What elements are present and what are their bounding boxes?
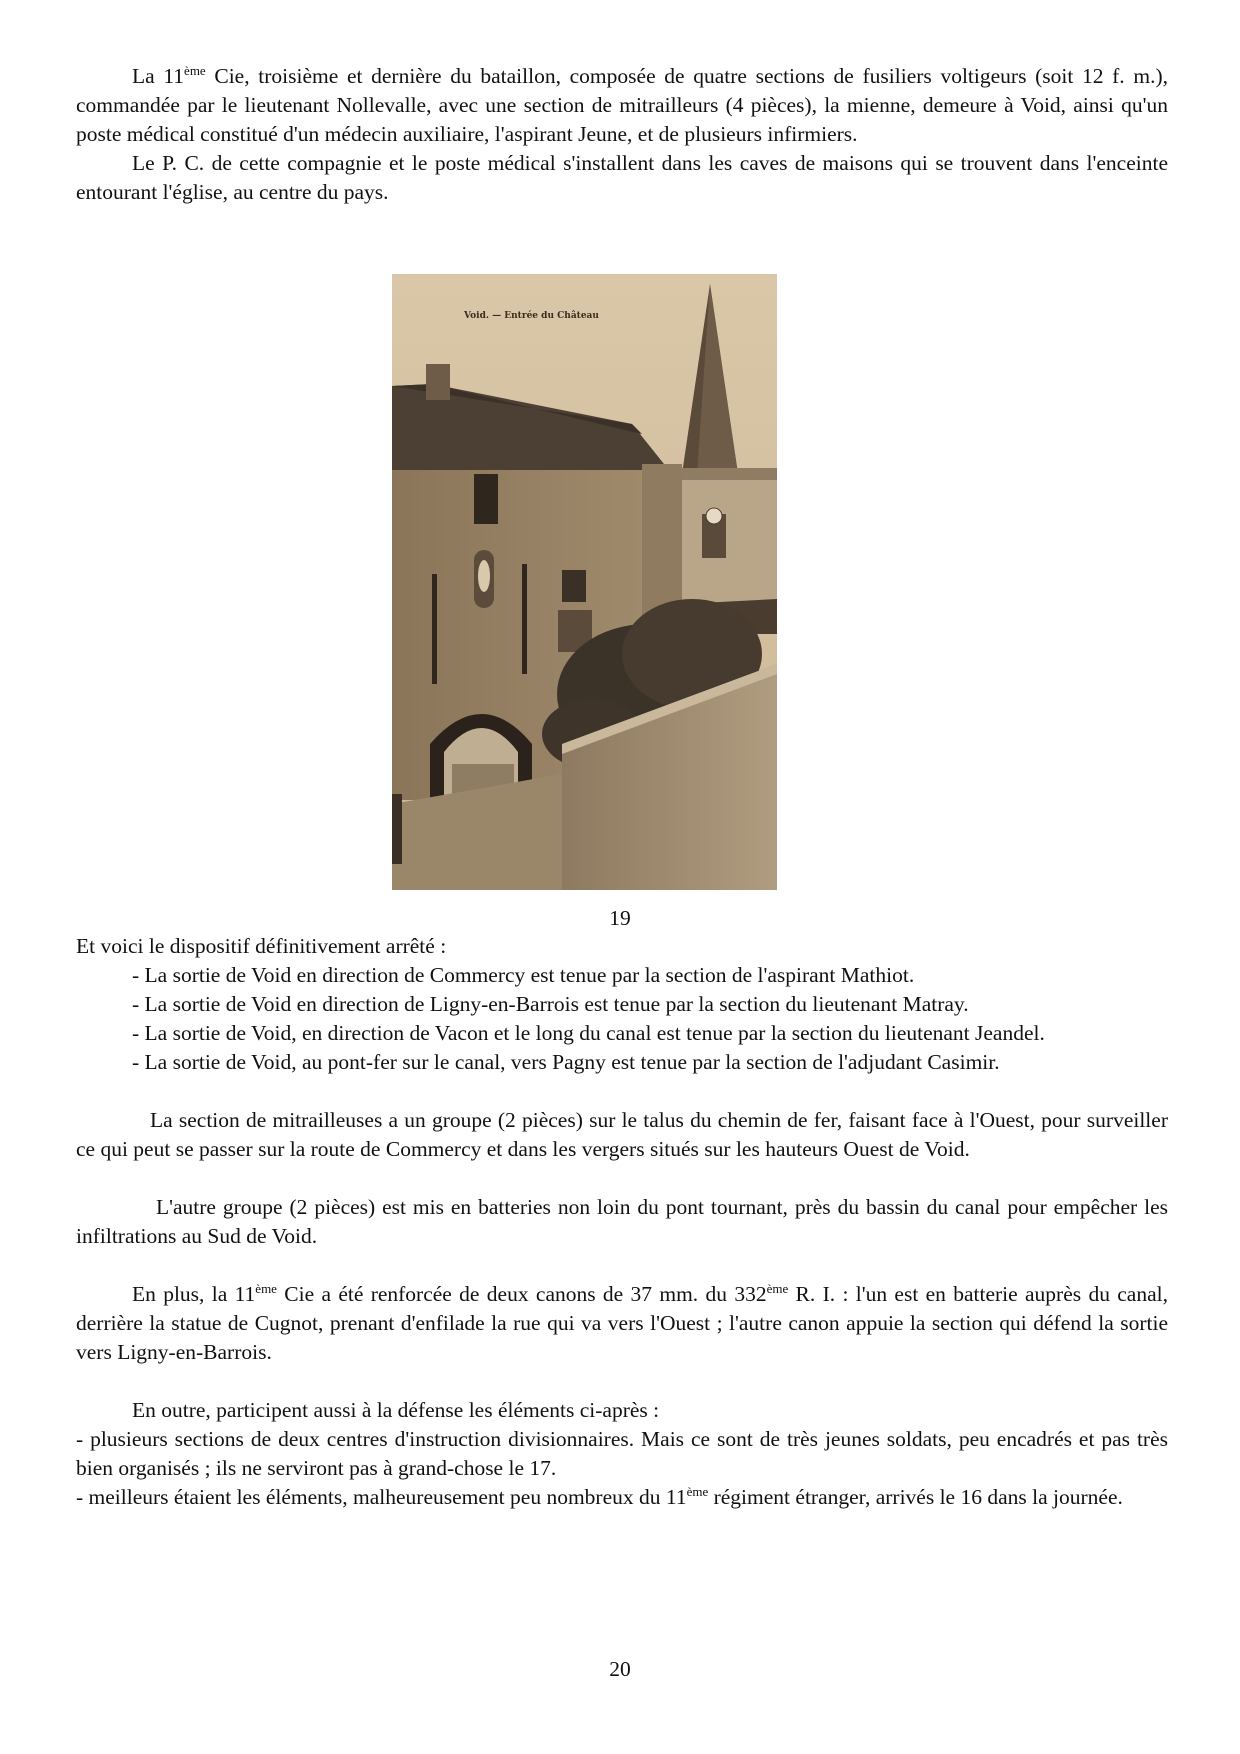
list-item: - La sortie de Void, en direction de Vacon et le long du canal est tenue par la section du lieutenant Jeandel. (132, 1021, 1045, 1045)
paragraph-intro (76, 62, 1168, 149)
list-item: - La sortie de Void en direction de Commercy est tenue par la section de l'aspirant Mathiot. (132, 963, 915, 987)
paragraph-en-outre: En outre, participent aussi à la défense les éléments ci-après : (132, 1398, 660, 1422)
text: Cie, troisième et dernière du bataillon, composée de quatre sections de fusiliers voltigeurs (soit 12 f. m.), commandée par le lieutenant Nollevalle, avec une section de mitrailleurs (4 pièces), la mienne, demeure à Void, ainsi qu'un poste médical constitué d'un médecin auxiliaire, l'aspirant Jeune, et de plusieurs infirmiers. (76, 64, 1168, 146)
paragraph-autre-groupe: L'autre groupe (2 pièces) est mis en batteries non loin du pont tournant, près du bassin du canal pour empêcher les infiltrations au Sud de Void. (76, 1195, 1168, 1248)
dash-item: - plusieurs sections de deux centres d'instruction divisionnaires. Mais ce sont de très jeunes soldats, peu encadrés et pas très bien organisés ; ils ne serviront pas à grand-chose le 17. (76, 1427, 1168, 1480)
dash-item (76, 1483, 1168, 1512)
photo-caption: Void. — Entrée du Château (464, 311, 599, 321)
text: Cie a été renforcée de deux canons de 37 mm. du 332 (276, 1282, 767, 1306)
list-item: - La sortie de Void, au pont-fer sur le canal, vers Pagny est tenue par la section de l'adjudant Casimir. (132, 1050, 1000, 1074)
postcard-image (392, 274, 777, 890)
intro-section (76, 62, 1168, 207)
superscript: ème (766, 1280, 789, 1296)
paragraph-mitrailleuses: La section de mitrailleuses a un groupe (2 pièces) sur le talus du chemin de fer, faisant face à l'Ouest, pour surveiller ce qui peut se passer sur la route de Commercy et dans les vergers situés sur les hauteurs Ouest de Void. (76, 1108, 1168, 1161)
text: La 11 (132, 64, 185, 88)
postcard-photo (392, 274, 777, 890)
superscript: ème (686, 1483, 709, 1499)
superscript: ème (184, 62, 206, 78)
paragraph-pc: Le P. C. de cette compagnie et le poste médical s'installent dans les caves de maisons qui se trouvent dans l'enceinte entourant l'église, au centre du pays. (76, 151, 1168, 204)
text: R. I. : l'un est en batterie auprès du canal, derrière la statue de Cugnot, prenant d'enfilade la rue qui va vers l'Ouest ; l'autre canon appuie la section qui défend la sortie vers Ligny-en-Barrois. (76, 1282, 1168, 1364)
text: - meilleurs étaient les éléments, malheureusement peu nombreux du 11 (76, 1485, 687, 1509)
page-number: 20 (609, 1657, 631, 1681)
paragraph-renfort (76, 1280, 1168, 1367)
figure-number: 19 (609, 906, 631, 930)
superscript: ème (255, 1280, 277, 1296)
text: régiment étranger, arrivés le 16 dans la journée. (708, 1485, 1123, 1509)
list-item: - La sortie de Void en direction de Ligny-en-Barrois est tenue par la section du lieutenant Matray. (132, 992, 969, 1016)
body-section (76, 932, 1168, 1512)
intro-line: Et voici le dispositif définitivement arrêté : (76, 934, 447, 958)
text: En plus, la 11 (132, 1282, 256, 1306)
